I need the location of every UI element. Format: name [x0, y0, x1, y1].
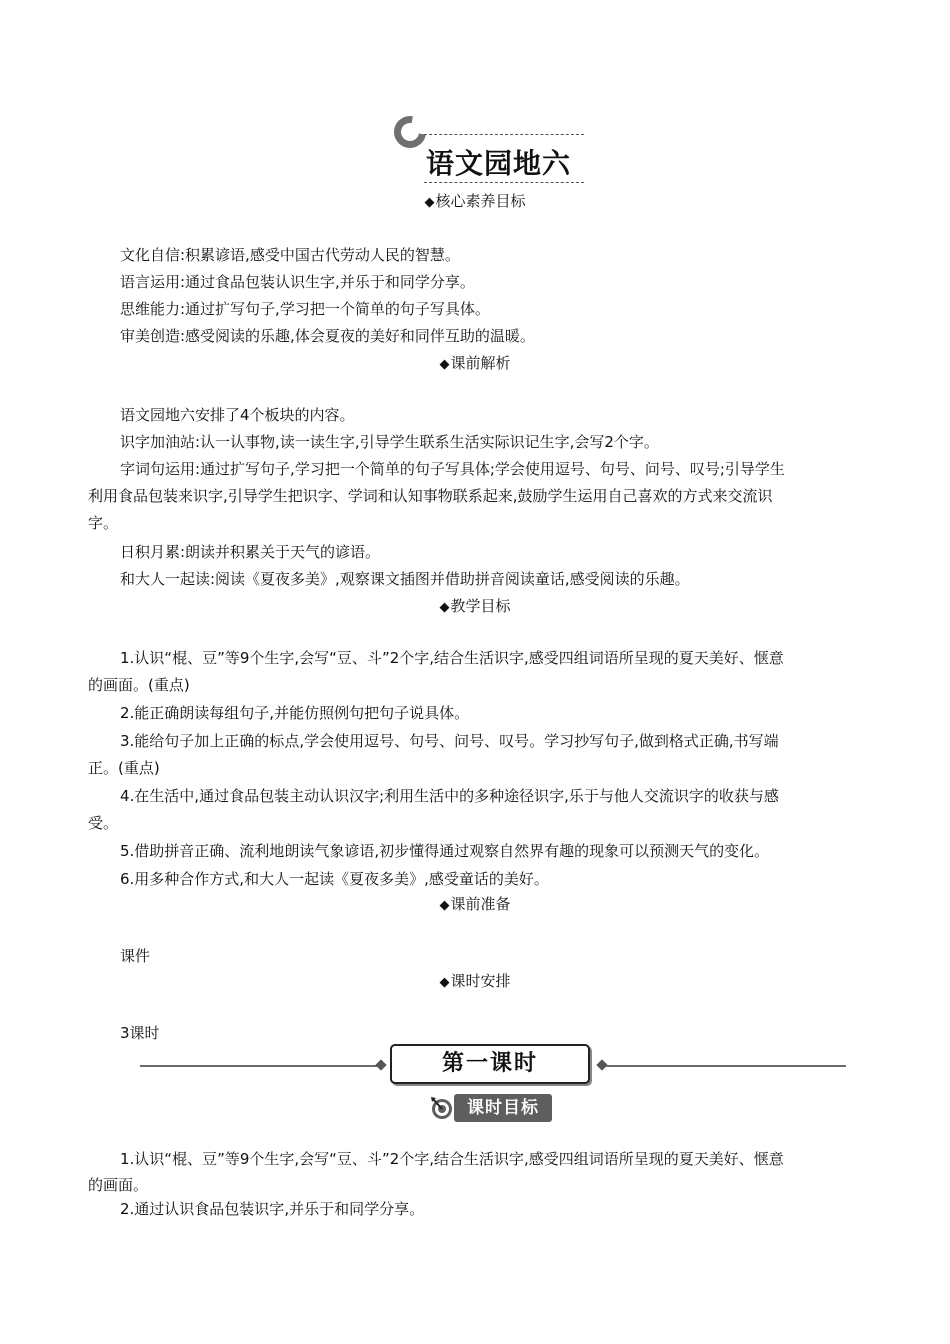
diamond-icon: ◆ — [424, 195, 435, 210]
teaching-goal-3-line2: 正。(重点) — [88, 759, 160, 777]
teaching-goal-2: 2.能正确朗读每组句子,并能仿照例句把句子说具体。 — [120, 704, 470, 722]
lesson-goal-1-line1: 1.认识“棍、豆”等9个生字,会写“豆、斗”2个字,结合生活识字,感受四组词语所呈现的夏天美好、惬意 — [120, 1150, 784, 1168]
banner-left-rule — [140, 1065, 380, 1067]
teaching-goal-4-line1: 4.在生活中,通过食品包装主动认识汉字;利用生活中的多种途径识字,乐于与他人交流识字的收获与感 — [120, 787, 779, 805]
analysis-p3: 日积月累:朗读并积累关于天气的谚语。 — [120, 543, 381, 561]
title-block — [394, 112, 594, 192]
teaching-goal-5: 5.借助拼音正确、流利地朗读气象谚语,初步懂得通过观察自然界有趣的现象可以预测天气的变化。 — [120, 842, 770, 860]
teaching-goal-1-line2: 的画面。(重点) — [88, 676, 190, 694]
teaching-goal-3-line1: 3.能给句子加上正确的标点,学会使用逗号、句号、问号、叹号。学习抄写句子,做到格式正确,书写端 — [120, 732, 779, 750]
target-icon — [430, 1096, 454, 1120]
teaching-goal-4-line2: 受。 — [88, 814, 119, 832]
analysis-p4: 和大人一起读:阅读《夏夜多美》,观察课文插图并借助拼音阅读童话,感受阅读的乐趣。 — [120, 570, 690, 588]
title-bottom-rule — [424, 182, 584, 183]
section-heading-teaching: ◆教学目标 — [439, 597, 511, 615]
lesson-goal-2: 2.通过认识食品包装识字,并乐于和同学分享。 — [120, 1200, 425, 1218]
core-goal-3: 思维能力:通过扩写句子,学习把一个简单的句子写具体。 — [120, 300, 490, 318]
section-heading-schedule: ◆课时安排 — [439, 972, 511, 990]
core-goal-2: 语言运用:通过食品包装认识生字,并乐于和同学分享。 — [120, 273, 475, 291]
prep-content: 课件 — [120, 947, 151, 965]
teaching-goal-1-line1: 1.认识“棍、豆”等9个生字,会写“豆、斗”2个字,结合生活识字,感受四组词语所呈现的夏天美好、惬意 — [120, 649, 784, 667]
core-goal-4: 审美创造:感受阅读的乐趣,体会夏夜的美好和同伴互助的温暖。 — [120, 327, 535, 345]
page-title: 语文园地六 — [426, 147, 572, 180]
analysis-p1: 识字加油站:认一认事物,读一读生字,引导学生联系生活实际识记生字,会写2个字。 — [120, 433, 659, 451]
core-goal-1: 文化自信:积累谚语,感受中国古代劳动人民的智慧。 — [120, 246, 460, 264]
analysis-p2-line3: 字。 — [88, 514, 119, 532]
lesson-goal-1-line2: 的画面。 — [88, 1176, 149, 1194]
schedule-content: 3课时 — [120, 1024, 160, 1042]
lesson-title: 第一课时 — [390, 1044, 590, 1084]
lesson-banner — [140, 1044, 846, 1088]
section-heading-analysis: ◆课前解析 — [439, 354, 511, 372]
analysis-p2-line1: 字词句运用:通过扩写句子,学习把一个简单的句子写具体;学会使用逗号、句号、问号、叹号;引导学生 — [120, 460, 785, 478]
banner-left-dot-icon — [375, 1059, 386, 1070]
analysis-intro: 语文园地六安排了4个板块的内容。 — [120, 406, 355, 424]
diamond-icon: ◆ — [439, 975, 450, 990]
teaching-goal-6: 6.用多种合作方式,和大人一起读《夏夜多美》,感受童话的美好。 — [120, 870, 549, 888]
diamond-icon: ◆ — [439, 357, 450, 372]
analysis-p2-line2: 利用食品包装来识字,引导学生把识字、学词和认知事物联系起来,鼓励学生运用自己喜欢的方式来交流识 — [88, 487, 773, 505]
section-heading-prep: ◆课前准备 — [439, 895, 511, 913]
banner-right-rule — [606, 1065, 846, 1067]
diamond-icon: ◆ — [439, 898, 450, 913]
lesson-goal-label: 课时目标 — [454, 1094, 552, 1122]
title-top-rule — [424, 134, 584, 135]
section-heading-core: ◆核心素养目标 — [424, 192, 526, 210]
diamond-icon: ◆ — [439, 600, 450, 615]
